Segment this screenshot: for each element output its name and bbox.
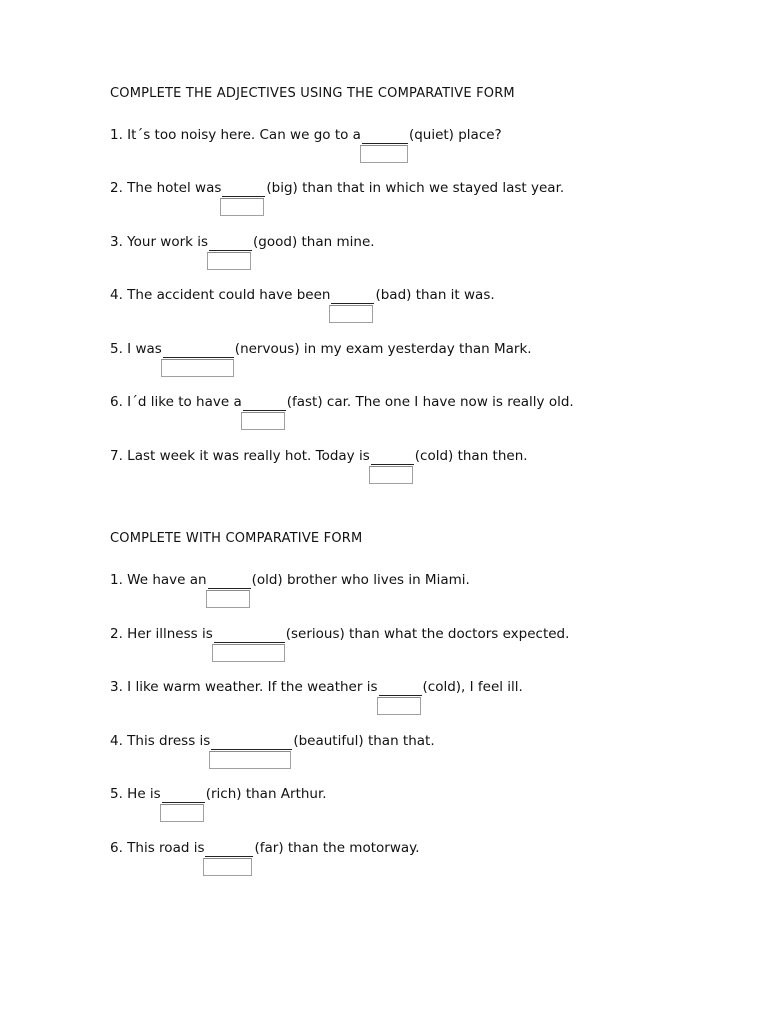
- item-text-after: (old) brother who lives in Miami.: [251, 572, 470, 588]
- answer-blank: [205, 841, 253, 857]
- exercise1-item-5: [110, 340, 670, 380]
- answer-blank: [379, 680, 422, 696]
- answer-blank: [209, 235, 252, 251]
- exercise2-item-5: [110, 785, 670, 825]
- item-text-before: 3. I like warm weather. If the weather is: [110, 679, 378, 695]
- answer-field[interactable]: [220, 198, 264, 216]
- section2-heading: COMPLETE WITH COMPARATIVE FORM: [110, 531, 363, 546]
- exercise1-item-7: [110, 447, 670, 487]
- answer-field[interactable]: [329, 305, 373, 323]
- exercise1-item-2: [110, 179, 670, 219]
- exercise2-item-2: [110, 625, 670, 665]
- answer-field[interactable]: [203, 858, 252, 876]
- item-text-before: 5. I was: [110, 341, 162, 357]
- answer-field[interactable]: [377, 697, 421, 715]
- answer-field[interactable]: [369, 466, 413, 484]
- item-text-after: (far) than the motorway.: [254, 840, 420, 856]
- item-text-after: (nervous) in my exam yesterday than Mark.: [234, 341, 532, 357]
- answer-field[interactable]: [241, 412, 285, 430]
- answer-field[interactable]: [206, 590, 250, 608]
- exercise2-item-3: [110, 678, 670, 718]
- item-text-after: (big) than that in which we stayed last year.: [266, 180, 565, 196]
- item-text-before: 2. The hotel was: [110, 180, 222, 196]
- item-text-after: (rich) than Arthur.: [205, 786, 327, 802]
- answer-blank: [162, 787, 205, 803]
- item-text-before: 4. The accident could have been: [110, 287, 331, 303]
- answer-blank: [331, 288, 374, 304]
- exercise2-item-1: [110, 571, 670, 611]
- exercise1-item-4: [110, 286, 670, 326]
- answer-blank: [371, 449, 414, 465]
- item-text-before: 3. Your work is: [110, 234, 209, 250]
- answer-field[interactable]: [209, 751, 291, 769]
- answer-blank: [222, 181, 265, 197]
- item-text-before: 5. He is: [110, 786, 161, 802]
- exercise2-item-4: [110, 732, 670, 772]
- answer-field[interactable]: [160, 804, 204, 822]
- answer-field[interactable]: [212, 644, 285, 662]
- item-text-after: (serious) than what the doctors expected.: [285, 626, 570, 642]
- item-text-before: 7. Last week it was really hot. Today is: [110, 448, 370, 464]
- item-text-before: 4. This dress is: [110, 733, 211, 749]
- answer-blank: [214, 627, 285, 643]
- answer-blank: [163, 342, 234, 358]
- exercise1-item-3: [110, 233, 670, 273]
- answer-field[interactable]: [360, 145, 408, 163]
- item-text-after: (quiet) place?: [408, 127, 502, 143]
- exercise2-item-6: [110, 839, 670, 879]
- item-text-before: 6. This road is: [110, 840, 205, 856]
- item-text-after: (fast) car. The one I have now is really old.: [286, 394, 574, 410]
- exercise1-item-6: [110, 393, 670, 433]
- answer-blank: [208, 573, 251, 589]
- answer-blank: [362, 128, 408, 144]
- item-text-after: (beautiful) than that.: [293, 733, 435, 749]
- item-text-before: 1. We have an: [110, 572, 207, 588]
- answer-field[interactable]: [207, 252, 251, 270]
- item-text-after: (bad) than it was.: [375, 287, 495, 303]
- item-text-after: (cold), I feel ill.: [422, 679, 523, 695]
- item-text-before: 6. I´d like to have a: [110, 394, 242, 410]
- answer-blank: [211, 734, 292, 750]
- item-text-before: 2. Her illness is: [110, 626, 213, 642]
- item-text-after: (good) than mine.: [253, 234, 375, 250]
- section1-heading: COMPLETE THE ADJECTIVES USING THE COMPARATIVE FORM: [110, 86, 515, 101]
- exercise1-item-1: [110, 126, 670, 166]
- item-text-after: (cold) than then.: [414, 448, 528, 464]
- answer-field[interactable]: [161, 359, 234, 377]
- item-text-before: 1. It´s too noisy here. Can we go to a: [110, 127, 361, 143]
- answer-blank: [243, 395, 286, 411]
